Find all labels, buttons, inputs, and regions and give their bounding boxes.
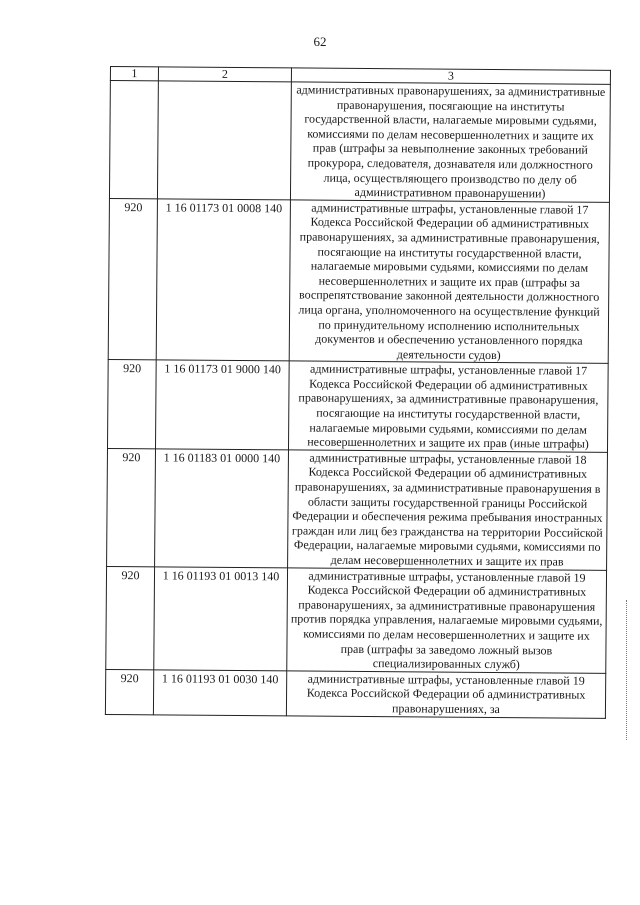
admin-code-cell: 920 [107, 448, 156, 566]
description-cell: административные штрафы, установленные главой 17 Кодекса Российской Федерации об административных правонарушениях, за административные правонарушения, посягающие на институты государственной власти, налагаемые мировыми судьями, комиссиями по делам несовершеннолетних и защите их прав (штрафы за воспрепятствование законной деятельности должностного лица органа, уполномоченного на осуществление функций по принудительному исполнению исполнительных документов и обеспечению установленного порядка деятельности судов) [289, 200, 609, 364]
table-row [105, 669, 605, 718]
column-header-3: 3 [291, 68, 610, 85]
budget-code-cell: 1 16 01193 01 0013 140 [154, 566, 288, 670]
scan-edge-mark [626, 600, 630, 740]
table-row [106, 566, 607, 673]
description-cell: административных правонарушениях, за административные правонарушения, посягающие на институты государственной власти, налагаемые мировыми судьями, комиссиями по делам несовершеннолетних и защите их прав (штрафы за невыполнение законных требований прокурора, следователя, дознавателя или должностного лица, осуществляющего производство по делу об административном правонарушении) [290, 82, 610, 202]
table-row [107, 360, 608, 452]
table-row [109, 81, 610, 203]
budget-code-cell: 1 16 01183 01 0000 140 [155, 449, 289, 568]
page-number: 62 [313, 34, 327, 49]
budget-code-cell: 1 16 01173 01 9000 140 [155, 360, 289, 450]
description-cell: административные штрафы, установленные главой 17 Кодекса Российской Федерации об административных правонарушениях, за административные правонарушения, посягающие на институты государственной власти, налагаемые мировыми судьями, комиссиями по делам несовершеннолетних и защите их прав (иные штрафы) [288, 361, 608, 452]
admin-code-cell: 920 [106, 566, 155, 670]
admin-code-cell [109, 81, 158, 199]
budget-code-cell: 1 16 01173 01 0008 140 [156, 199, 290, 362]
table-row [107, 448, 608, 570]
budget-code-cell: 1 16 01193 01 0030 140 [153, 670, 286, 716]
admin-code-cell: 920 [107, 360, 156, 449]
description-cell: административные штрафы, установленные главой 18 Кодекса Российской Федерации об административных правонарушениях, за административные правонарушения в области защиты государственной границы Российской Федерации и обеспечения режима пребывания иностранных граждан или лиц без гражданства на территории Российской Федерации, налагаемые мировыми судьями, комиссиями по делам несовершеннолетних и защите их прав [288, 450, 608, 570]
admin-code-cell: 920 [108, 198, 157, 360]
column-header-2: 2 [158, 67, 291, 82]
description-cell: административные штрафы, установленные главой 19 Кодекса Российской Федерации об административных правонарушениях, за [286, 671, 605, 718]
budget-codes-table [105, 66, 611, 718]
description-cell: административные штрафы, установленные главой 19 Кодекса Российской Федерации об административных правонарушениях, за административные правонарушения против порядка управления, налагаемые мировыми судьями, комиссиями по делам несовершеннолетних и защите их прав (штрафы за заведомо ложный вызов специализированных служб) [287, 568, 607, 674]
admin-code-cell: 920 [105, 669, 153, 714]
column-header-1: 1 [110, 67, 158, 81]
table-row [108, 198, 609, 363]
budget-code-cell [157, 81, 291, 200]
